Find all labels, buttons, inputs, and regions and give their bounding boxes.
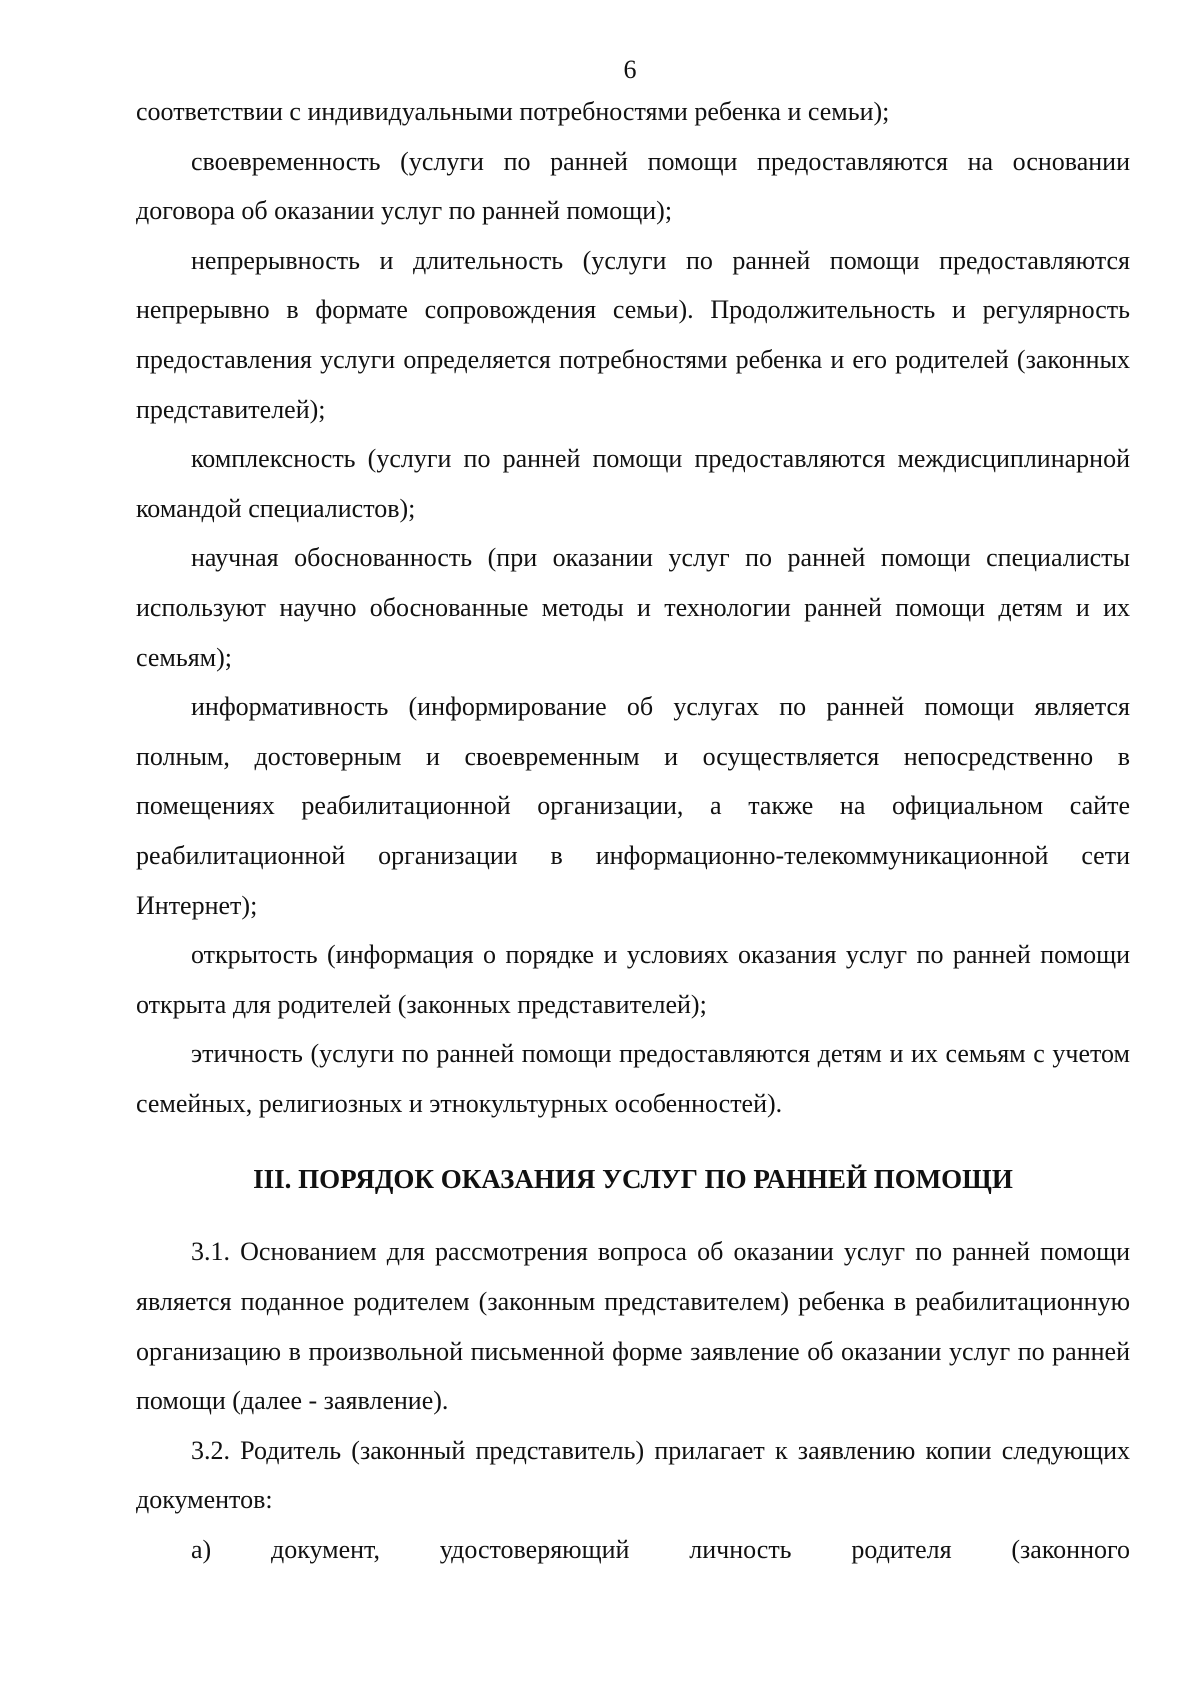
paragraph-informativeness: информативность (информирование об услугах по ранней помощи является полным, достоверным и своевременным и осуществляется непосредственно в помещениях реабилитационной организации, а также на официальном сайте реабилитационной организации в информационно-телекоммуникационной сети Интернет); [136, 692, 1130, 920]
document-body [136, 87, 1130, 1575]
paragraph-continuation: соответствии с индивидуальными потребностями ребенка и семьи); [136, 97, 890, 126]
paragraph-scientific-validity: научная обоснованность (при оказании услуг по ранней помощи специалисты используют научно обоснованные методы и технологии ранней помощи детям и их семьям); [136, 543, 1130, 672]
paragraph-complexity: комплексность (услуги по ранней помощи предоставляются междисциплинарной командой специалистов); [136, 444, 1130, 523]
section-heading: III. ПОРЯДОК ОКАЗАНИЯ УСЛУГ ПО РАННЕЙ ПОМОЩИ [253, 1164, 1013, 1195]
page-number: 6 [623, 55, 637, 84]
paragraph-openness: открытость (информация о порядке и условиях оказания услуг по ранней помощи открыта для родителей (законных представителей); [136, 940, 1130, 1019]
paragraph-timeliness: своевременность (услуги по ранней помощи предоставляются на основании договора об оказании услуг по ранней помощи); [136, 146, 1130, 226]
paragraph-ethics: этичность (услуги по ранней помощи предоставляются детям и их семьям с учетом семейных, религиозных и этнокультурных особенностей). [136, 1039, 1130, 1118]
paragraph-continuity: непрерывность и длительность (услуги по ранней помощи предоставляются непрерывно в формате сопровождения семьи). Продолжительность и регулярность предоставления услуги определяется потребностями ребенка и его родителей (законных представителей); [136, 245, 1130, 424]
paragraph-3-1: 3.1. Основанием для рассмотрения вопроса об оказании услуг по ранней помощи является поданное родителем (законным представителем) ребенка в реабилитационную организацию в произвольной письменной форме заявление об оказании услуг по ранней помощи (далее - заявление). [136, 1237, 1130, 1416]
paragraph-3-2: 3.2. Родитель (законный представитель) прилагает к заявлению копии следующих документов: [136, 1435, 1130, 1515]
paragraph-item-a: а) документ, удостоверяющий личность родителя (законного [191, 1535, 1130, 1565]
